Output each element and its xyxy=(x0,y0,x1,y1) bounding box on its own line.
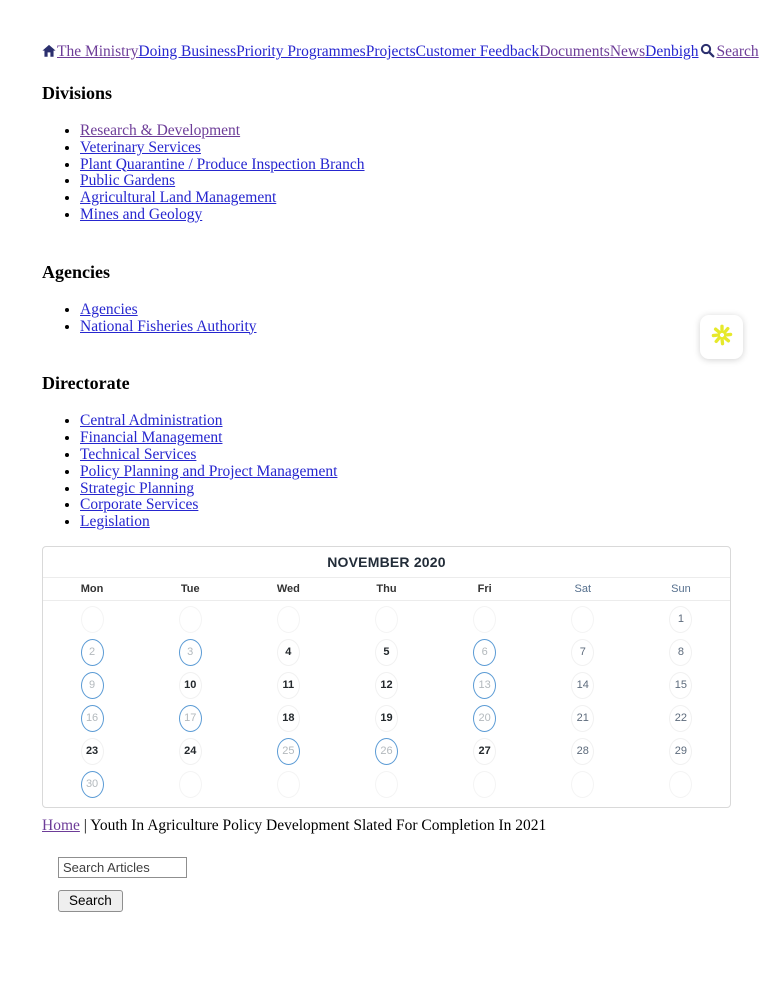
calendar-day-26[interactable]: 26 xyxy=(375,738,398,765)
calendar-day-17[interactable]: 17 xyxy=(179,705,202,732)
calendar-cell xyxy=(337,702,435,735)
breadcrumb xyxy=(42,817,731,834)
calendar-day-28[interactable]: 28 xyxy=(571,738,594,765)
calendar-cell xyxy=(337,603,435,636)
list-item xyxy=(80,123,731,140)
link-corporate-services[interactable]: Corporate Services xyxy=(80,496,199,514)
calendar xyxy=(42,546,731,808)
calendar-day-9[interactable]: 9 xyxy=(81,672,104,699)
home-icon[interactable] xyxy=(42,43,57,60)
calendar-empty-day xyxy=(277,771,300,798)
link-technical-services[interactable]: Technical Services xyxy=(80,445,197,463)
calendar-cell xyxy=(632,768,730,801)
day-header-tue: Tue xyxy=(180,582,200,595)
calendar-day-30[interactable]: 30 xyxy=(81,771,104,798)
search-articles-button[interactable]: Search xyxy=(58,890,123,912)
nav-link-projects[interactable]: Projects xyxy=(365,43,416,60)
calendar-cell xyxy=(141,603,239,636)
calendar-cell xyxy=(239,669,337,702)
link-legislation[interactable]: Legislation xyxy=(80,513,150,531)
calendar-cell xyxy=(534,636,632,669)
calendar-cell xyxy=(141,735,239,768)
list-item xyxy=(80,173,731,190)
calendar-cell xyxy=(239,636,337,669)
section-heading-directorate: Directorate xyxy=(42,373,130,394)
nav-link-denbigh[interactable]: Denbigh xyxy=(645,43,699,60)
link-national-fisheries-authority[interactable]: National Fisheries Authority xyxy=(80,317,257,335)
section-heading-agencies: Agencies xyxy=(42,261,110,282)
list-item xyxy=(80,319,731,336)
calendar-cell xyxy=(436,669,534,702)
calendar-cell xyxy=(141,768,239,801)
section-list-agencies xyxy=(42,302,731,336)
breadcrumb-home-link[interactable]: Home xyxy=(42,816,80,834)
day-header-wed: Wed xyxy=(276,582,300,595)
calendar-cell xyxy=(632,603,730,636)
list-item xyxy=(80,207,731,224)
calendar-cell xyxy=(632,636,730,669)
link-veterinary-services[interactable]: Veterinary Services xyxy=(80,138,201,156)
section-heading-divisions: Divisions xyxy=(42,83,113,103)
nav-link-the-ministry[interactable]: The Ministry xyxy=(57,43,139,60)
calendar-day-29[interactable]: 29 xyxy=(669,738,692,765)
calendar-cell xyxy=(337,636,435,669)
link-research-development[interactable]: Research & Development xyxy=(80,122,241,139)
calendar-empty-day xyxy=(473,606,496,633)
calendar-cell xyxy=(239,768,337,801)
list-item xyxy=(80,157,731,174)
breadcrumb-current-page: Youth In Agriculture Policy Development Slated For Completion In 2021 xyxy=(90,816,547,834)
calendar-day-12[interactable]: 12 xyxy=(375,672,398,699)
calendar-cell xyxy=(534,669,632,702)
calendar-cell xyxy=(436,603,534,636)
calendar-cell xyxy=(141,669,239,702)
calendar-empty-day xyxy=(375,606,398,633)
section-list-divisions xyxy=(42,123,731,224)
calendar-empty-day xyxy=(473,771,496,798)
nav-link-doing-business[interactable]: Doing Business xyxy=(138,43,237,60)
link-agencies[interactable]: Agencies xyxy=(80,300,138,318)
list-item xyxy=(80,140,731,157)
calendar-cell xyxy=(534,768,632,801)
calendar-cell xyxy=(239,603,337,636)
calendar-day-headers xyxy=(43,578,730,601)
calendar-cell xyxy=(632,669,730,702)
calendar-empty-day xyxy=(179,771,202,798)
list-item xyxy=(80,190,731,207)
calendar-cell xyxy=(43,669,141,702)
calendar-empty-day xyxy=(277,606,300,633)
top-nav-links xyxy=(57,43,699,60)
day-header-sat: Sat xyxy=(574,582,592,595)
accessibility-pinwheel-icon xyxy=(708,321,736,354)
calendar-empty-day xyxy=(179,606,202,633)
calendar-cell xyxy=(337,735,435,768)
list-item xyxy=(80,447,731,464)
calendar-day-4[interactable]: 4 xyxy=(277,639,300,666)
calendar-cell xyxy=(436,636,534,669)
calendar-cell xyxy=(337,768,435,801)
calendar-day-27[interactable]: 27 xyxy=(473,738,496,765)
calendar-day-7[interactable]: 7 xyxy=(571,639,594,666)
calendar-day-1[interactable]: 1 xyxy=(669,606,692,633)
calendar-day-6[interactable]: 6 xyxy=(473,639,496,666)
calendar-cell xyxy=(534,603,632,636)
nav-link-documents[interactable]: Documents xyxy=(539,43,610,60)
calendar-cell xyxy=(436,702,534,735)
sections xyxy=(42,83,731,531)
nav-link-news[interactable]: News xyxy=(609,43,646,60)
calendar-cell xyxy=(632,735,730,768)
calendar-empty-day xyxy=(669,771,692,798)
calendar-day-3[interactable]: 3 xyxy=(179,639,202,666)
calendar-day-5[interactable]: 5 xyxy=(375,639,398,666)
calendar-grid xyxy=(43,601,730,807)
calendar-cell xyxy=(436,735,534,768)
calendar-day-8[interactable]: 8 xyxy=(669,639,692,666)
calendar-day-14[interactable]: 14 xyxy=(571,672,594,699)
list-item xyxy=(80,481,731,498)
calendar-day-16[interactable]: 16 xyxy=(81,705,104,732)
breadcrumb-separator: | xyxy=(83,816,87,834)
link-mines-and-geology[interactable]: Mines and Geology xyxy=(80,205,203,223)
calendar-empty-day xyxy=(375,771,398,798)
calendar-cell xyxy=(534,735,632,768)
list-item xyxy=(80,413,731,430)
calendar-cell xyxy=(43,636,141,669)
calendar-cell xyxy=(43,735,141,768)
calendar-cell xyxy=(141,702,239,735)
calendar-cell xyxy=(43,603,141,636)
calendar-day-19[interactable]: 19 xyxy=(375,705,398,732)
list-item xyxy=(80,302,731,319)
calendar-cell xyxy=(239,702,337,735)
nav-link-customer-feedback[interactable]: Customer Feedback xyxy=(415,43,540,60)
calendar-day-25[interactable]: 25 xyxy=(277,738,300,765)
calendar-day-11[interactable]: 11 xyxy=(277,672,300,699)
list-item xyxy=(80,514,731,531)
calendar-day-13[interactable]: 13 xyxy=(473,672,496,699)
search-articles-input[interactable] xyxy=(58,857,187,878)
article-search xyxy=(58,857,731,912)
link-agricultural-land-management[interactable]: Agricultural Land Management xyxy=(80,189,277,207)
nav-link-priority-programmes[interactable]: Priority Programmes xyxy=(236,43,366,60)
top-nav xyxy=(42,43,759,60)
calendar-day-21[interactable]: 21 xyxy=(571,705,594,732)
calendar-day-22[interactable]: 22 xyxy=(669,705,692,732)
accessibility-widget-button[interactable] xyxy=(700,315,743,359)
link-policy-planning-and-project-management[interactable]: Policy Planning and Project Management xyxy=(80,462,338,480)
calendar-day-23[interactable]: 23 xyxy=(81,738,104,765)
calendar-cell xyxy=(632,702,730,735)
calendar-day-18[interactable]: 18 xyxy=(277,705,300,732)
calendar-day-20[interactable]: 20 xyxy=(473,705,496,732)
calendar-cell xyxy=(436,768,534,801)
calendar-day-15[interactable]: 15 xyxy=(669,672,692,699)
calendar-cell xyxy=(337,669,435,702)
calendar-cell xyxy=(43,768,141,801)
calendar-empty-day xyxy=(571,771,594,798)
link-strategic-planning[interactable]: Strategic Planning xyxy=(80,479,195,497)
link-plant-quarantine-produce-inspection-branch[interactable]: Plant Quarantine / Produce Inspection Branch xyxy=(80,155,365,173)
calendar-day-10[interactable]: 10 xyxy=(179,672,202,699)
calendar-empty-day xyxy=(571,606,594,633)
day-header-mon: Mon xyxy=(80,582,104,595)
search-icon[interactable] xyxy=(699,43,715,60)
link-public-gardens[interactable]: Public Gardens xyxy=(80,172,176,190)
calendar-cell xyxy=(43,702,141,735)
section-list-directorate xyxy=(42,413,731,531)
calendar-title: NOVEMBER 2020 xyxy=(43,547,730,578)
calendar-empty-day xyxy=(81,606,104,633)
calendar-cell xyxy=(239,735,337,768)
calendar-day-2[interactable]: 2 xyxy=(81,639,104,666)
calendar-cell xyxy=(141,636,239,669)
list-item xyxy=(80,497,731,514)
link-financial-management[interactable]: Financial Management xyxy=(80,429,223,447)
list-item xyxy=(80,464,731,481)
day-header-sun: Sun xyxy=(671,582,691,595)
calendar-day-24[interactable]: 24 xyxy=(179,738,202,765)
day-header-thu: Thu xyxy=(376,582,397,595)
link-central-administration[interactable]: Central Administration xyxy=(80,412,223,430)
list-item xyxy=(80,430,731,447)
calendar-cell xyxy=(534,702,632,735)
day-header-fri: Fri xyxy=(477,582,492,595)
nav-search-link[interactable]: Search xyxy=(716,43,759,60)
